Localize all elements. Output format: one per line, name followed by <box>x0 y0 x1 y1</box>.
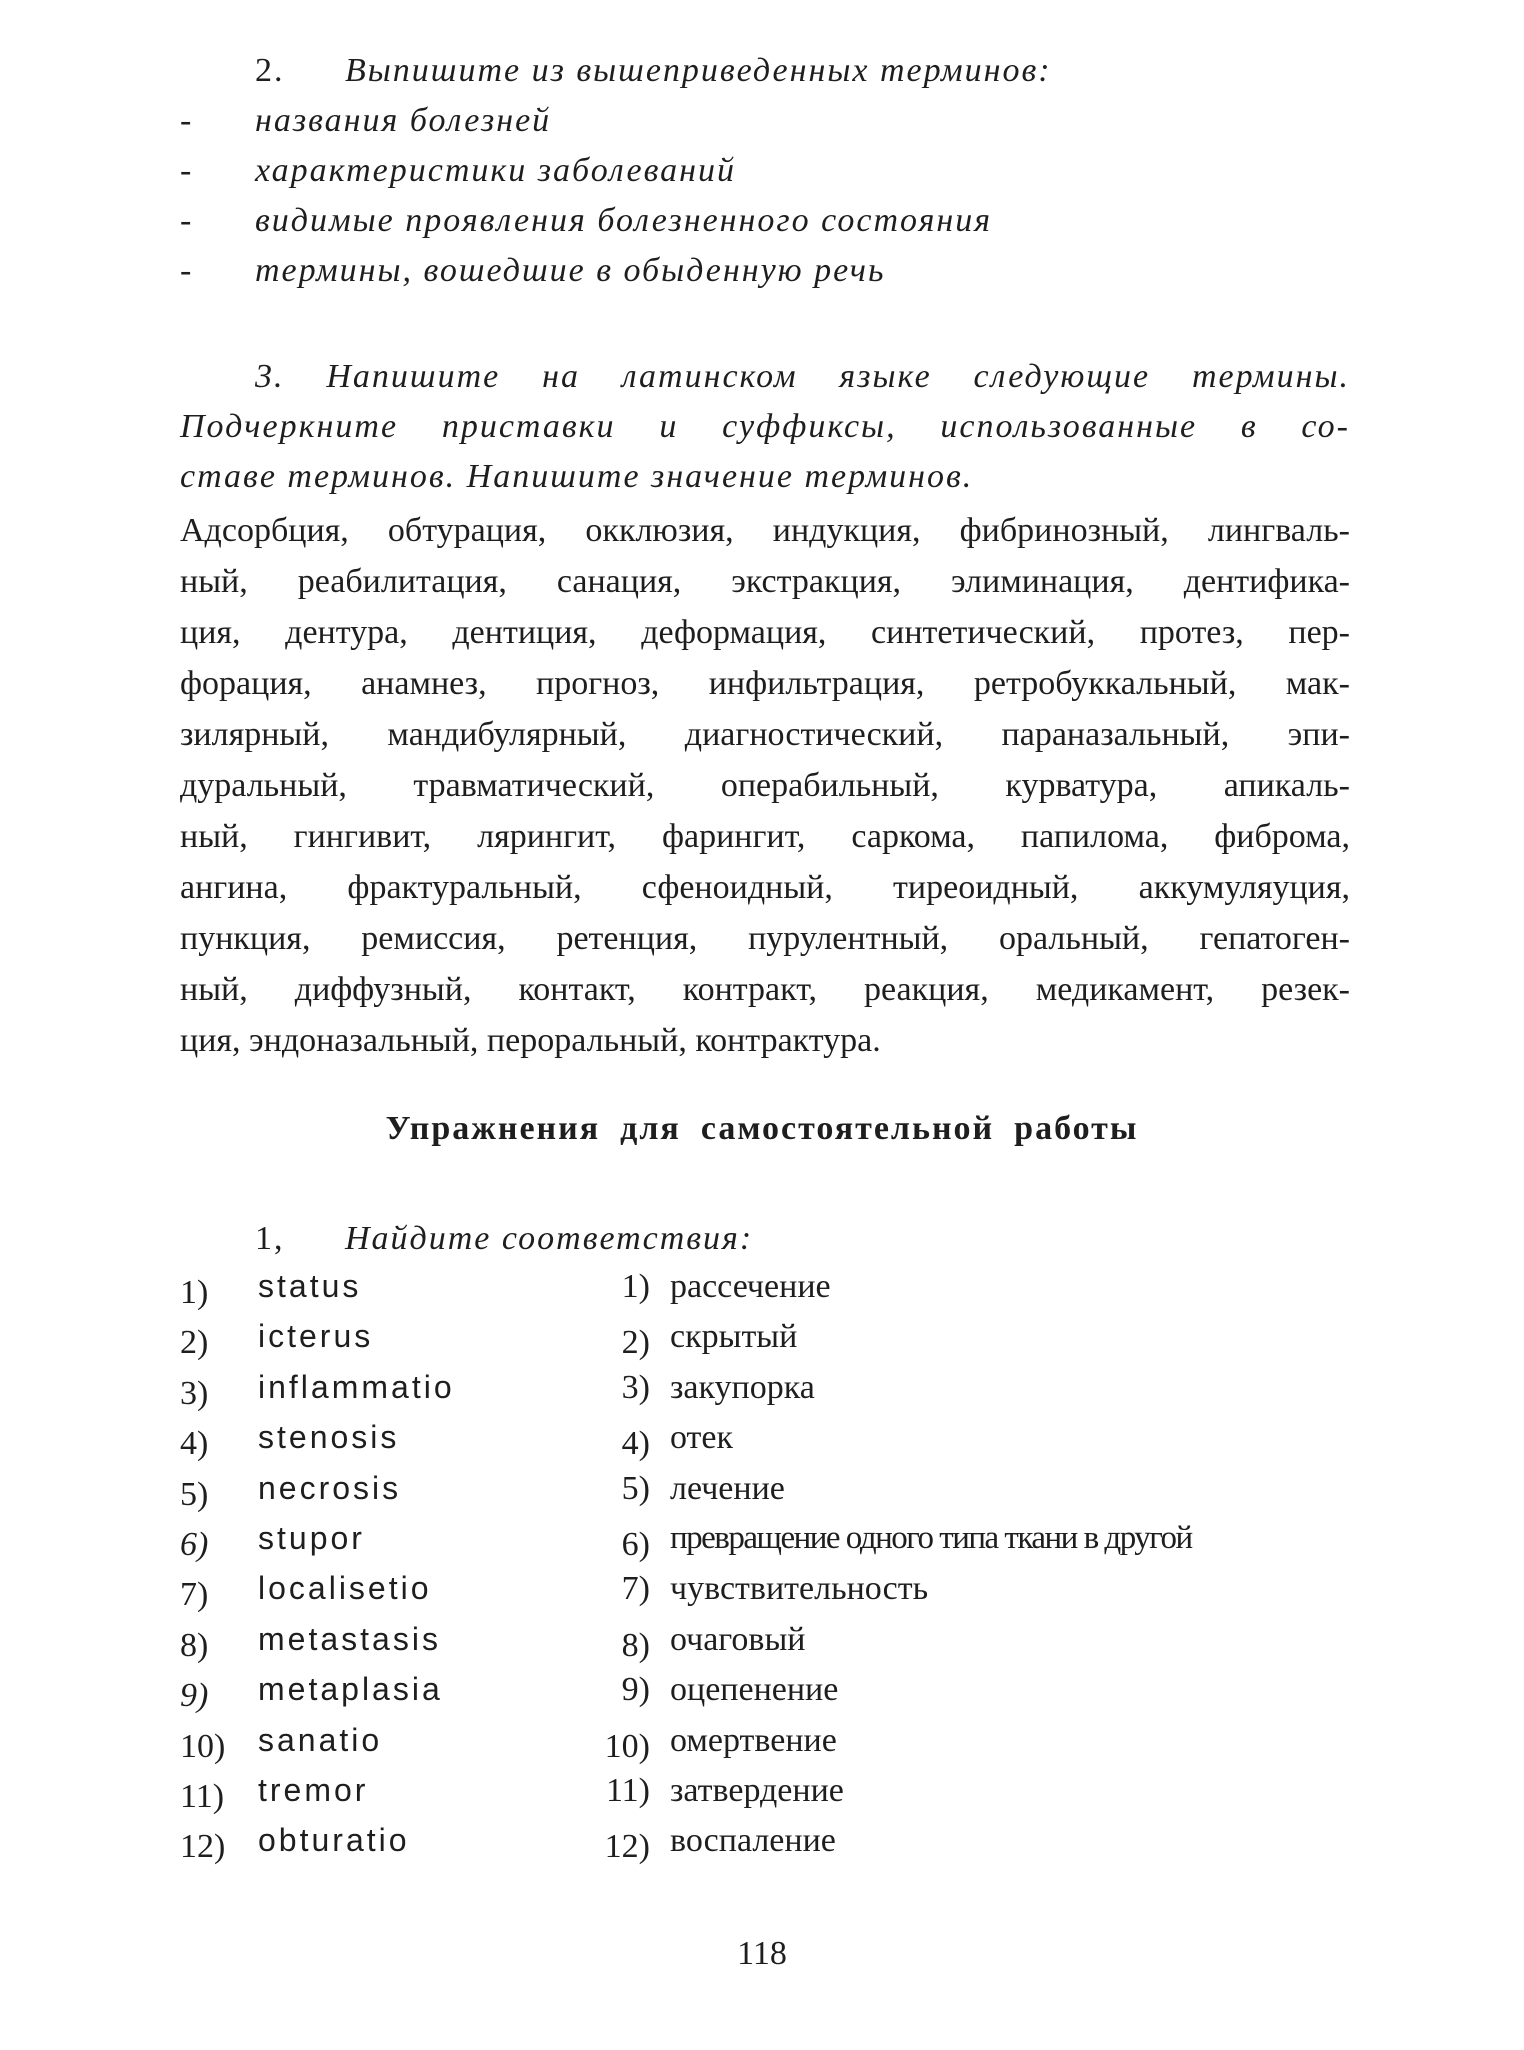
exercise1-instruction: Найдите соответствия: <box>345 1220 754 1257</box>
list-bullet: - <box>180 202 192 239</box>
exercise1-heading <box>255 1220 753 1258</box>
terms-line: Адсорбция, обтурация, окклюзия, индукция, фибринозный, лингваль- <box>180 512 1350 549</box>
latin-term: status <box>258 1268 362 1304</box>
section-title-word: работы <box>1014 1110 1139 1147</box>
latin-term: sanatio <box>258 1721 383 1758</box>
russian-number: 11) <box>605 1772 650 1809</box>
russian-number: 7) <box>621 1570 650 1608</box>
exercise2-heading <box>255 52 1052 90</box>
section-title-word: Упражнения <box>385 1110 601 1147</box>
russian-term: лечение <box>670 1469 785 1507</box>
russian-term: рассечение <box>670 1268 831 1305</box>
terms-line: форация, анамнез, прогноз, инфильтрация, ретробуккальный, мак- <box>180 665 1350 702</box>
latin-number: 7) <box>180 1576 209 1614</box>
terms-line: ный, диффузный, контакт, контракт, реакция, медикамент, резек- <box>180 971 1350 1008</box>
latin-number: 8) <box>180 1626 209 1664</box>
exercise2-number: 2. <box>255 52 285 89</box>
exercise3-line: ставе терминов. Напишите значение терминов. <box>180 458 974 495</box>
exercise3-line: 3. Напишите на латинском языке следующие термины. <box>255 358 1350 395</box>
exercise3-terms <box>180 505 1350 1066</box>
russian-term: затвердение <box>670 1772 844 1809</box>
list-item: характеристики заболеваний <box>255 152 737 189</box>
russian-term: воспаление <box>670 1822 836 1860</box>
exercise3-line: Подчеркните приставки и суффиксы, использованные в со- <box>180 408 1350 445</box>
latin-number: 6) <box>180 1526 209 1563</box>
section-title-word: самостоятельной <box>700 1110 995 1147</box>
terms-line: ангина, фрактуральный, сфеноидный, тиреоидный, аккумуляуция, <box>180 869 1350 906</box>
latin-term: necrosis <box>258 1469 402 1506</box>
latin-number: 9) <box>180 1677 209 1715</box>
terms-line: пункция, ремиссия, ретенция, пурулентный, оральный, гепатоген- <box>180 920 1350 957</box>
russian-term: скрытый <box>670 1318 798 1356</box>
terms-line: дуральный, травматический, операбильный, курватура, апикаль- <box>180 767 1350 804</box>
exercise2-instruction: Выпишите из вышеприведенных терминов: <box>345 52 1052 89</box>
exercise3-instruction <box>180 352 1350 502</box>
russian-number: 5) <box>621 1469 650 1507</box>
latin-term: metaplasia <box>258 1671 443 1708</box>
latin-number: 11) <box>180 1778 225 1815</box>
russian-term: закупорка <box>670 1368 815 1406</box>
terms-line: зилярный, мандибулярный, диагностический, параназальный, эпи- <box>180 716 1350 753</box>
list-item: видимые проявления болезненного состояния <box>255 202 993 239</box>
russian-number: 12) <box>604 1828 650 1866</box>
matching-row <box>0 1621 1524 1671</box>
matching-row <box>0 1470 1524 1520</box>
matching-row <box>0 1419 1524 1469</box>
russian-number: 8) <box>621 1626 650 1664</box>
terms-line: ция, эндоназальный, пероральный, контрактура. <box>180 1022 881 1059</box>
russian-number: 10) <box>604 1727 650 1765</box>
latin-number: 5) <box>180 1475 209 1513</box>
russian-term: оцепенение <box>670 1671 839 1709</box>
matching-row <box>0 1822 1524 1872</box>
matching-row <box>0 1772 1524 1822</box>
section-title-word: для <box>620 1110 681 1147</box>
list-item: термины, вошедшие в обыденную речь <box>255 252 886 289</box>
russian-number: 6) <box>621 1526 650 1563</box>
latin-term: inflammatio <box>258 1368 455 1405</box>
russian-number: 3) <box>621 1368 650 1406</box>
list-bullet: - <box>180 252 192 289</box>
matching-row <box>0 1722 1524 1772</box>
latin-number: 3) <box>180 1374 209 1412</box>
matching-row <box>0 1369 1524 1419</box>
russian-term: очаговый <box>670 1620 806 1658</box>
page-number: 118 <box>737 1935 787 1972</box>
latin-number: 10) <box>180 1727 226 1765</box>
russian-number: 4) <box>621 1425 650 1463</box>
latin-term: localisetio <box>258 1570 432 1607</box>
matching-row <box>0 1318 1524 1368</box>
terms-line: ный, гингивит, ляpингит, фарингит, саркома, папилома, фиброма, <box>180 818 1350 855</box>
latin-number: 1) <box>180 1274 209 1311</box>
latin-term: metastasis <box>258 1620 441 1657</box>
latin-term: icterus <box>258 1318 374 1355</box>
russian-number: 2) <box>621 1324 650 1362</box>
section-title <box>0 1110 1524 1148</box>
terms-line: ция, дентура, дентиция, деформация, синтетический, протез, пер- <box>180 614 1350 651</box>
russian-term: превращение одного типа ткани в другой <box>670 1520 1192 1556</box>
russian-term: омертвение <box>670 1721 837 1759</box>
latin-term: obturatio <box>258 1822 410 1859</box>
latin-number: 12) <box>180 1828 226 1866</box>
russian-number: 1) <box>621 1268 650 1305</box>
matching-row <box>0 1570 1524 1620</box>
list-item: названия болезней <box>255 102 552 139</box>
russian-term: чувствительность <box>670 1570 929 1608</box>
latin-number: 4) <box>180 1425 209 1463</box>
exercise1-number: 1, <box>255 1220 285 1257</box>
latin-term: tremor <box>258 1772 369 1808</box>
matching-row <box>0 1520 1524 1570</box>
russian-number: 9) <box>621 1671 650 1709</box>
latin-number: 2) <box>180 1324 209 1362</box>
russian-term: отек <box>670 1419 734 1457</box>
terms-line: ный, реабилитация, санация, экстракция, элиминация, дентифика- <box>180 563 1350 600</box>
latin-term: stenosis <box>258 1419 400 1456</box>
matching-row <box>0 1268 1524 1318</box>
list-bullet: - <box>180 102 192 139</box>
list-bullet: - <box>180 152 192 189</box>
matching-row <box>0 1671 1524 1721</box>
latin-term: stupor <box>258 1520 365 1556</box>
